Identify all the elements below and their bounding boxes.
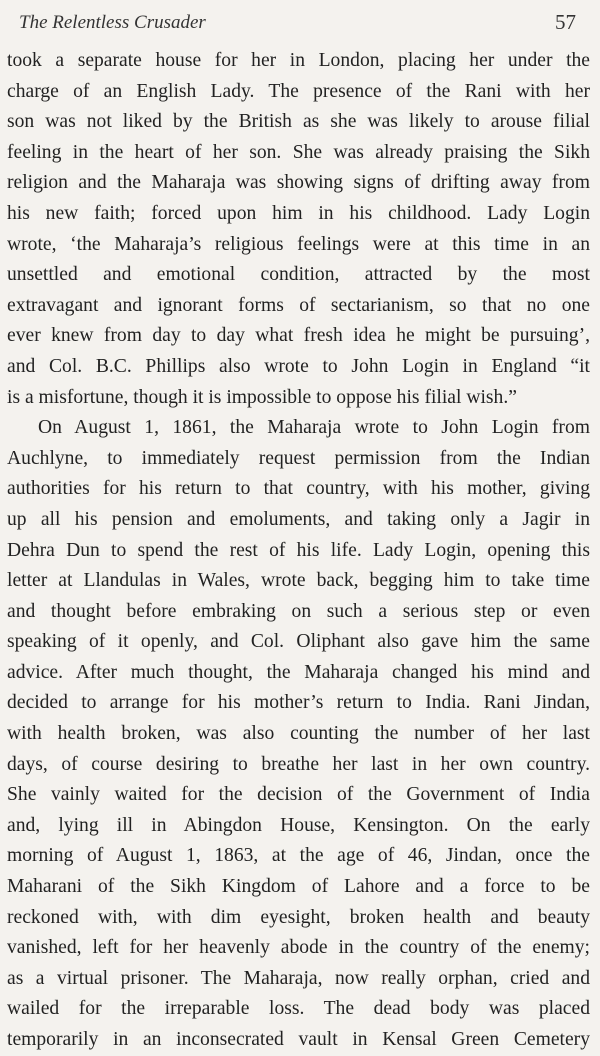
text-line: morning of August 1, 1863, at the age of 46, Jindan, once the	[7, 845, 590, 867]
text-line: reckoned with, with dim eyesight, broken health and beauty	[7, 906, 590, 928]
text-line: advice. After much thought, the Maharaja changed his mind and	[7, 661, 590, 683]
text-line: On August 1, 1861, the Maharaja wrote to John Login from	[38, 417, 590, 439]
paragraph-1	[7, 46, 590, 413]
text-line: temporarily in an inconsecrated vault in Kensal Green Cemetery	[7, 1029, 590, 1050]
text-line: speaking of it openly, and Col. Oliphant also gave him the same	[7, 631, 590, 653]
text-line: unsettled and emotional condition, attracted by the most	[7, 264, 590, 286]
text-line: feeling in the heart of her son. She was already praising the Sikh	[7, 141, 590, 163]
page-header	[7, 0, 590, 46]
text-line: wailed for the irreparable loss. The dead body was placed	[7, 998, 590, 1020]
text-line: with health broken, was also counting the number of her last	[7, 723, 590, 745]
text-line: Dehra Dun to spend the rest of his life. Lady Login, opening this	[7, 539, 590, 561]
text-line: is a misfortune, though it is impossible to oppose his filial wish.”	[7, 386, 517, 408]
text-line: religion and the Maharaja was showing signs of drifting away from	[7, 172, 590, 194]
text-line: Auchlyne, to immediately request permission from the Indian	[7, 447, 590, 469]
page-number: 57	[555, 10, 576, 34]
text-line: son was not liked by the British as she was likely to arouse filial	[7, 111, 590, 133]
text-line: vanished, left for her heavenly abode in the country of the enemy;	[7, 937, 590, 959]
text-line: and thought before embraking on such a serious step or even	[7, 600, 590, 622]
text-line: extravagant and ignorant forms of sectarianism, so that no one	[7, 294, 590, 316]
paragraph-2	[7, 413, 590, 1055]
text-line: letter at Llandulas in Wales, wrote back, begging him to take time	[7, 570, 590, 592]
body-text	[7, 46, 590, 1056]
text-line: charge of an English Lady. The presence of the Rani with her	[7, 80, 590, 102]
text-line: his new faith; forced upon him in his childhood. Lady Login	[7, 202, 590, 224]
text-line: wrote, ‘the Maharaja’s religious feelings were at this time in an	[7, 233, 590, 255]
running-title: The Relentless Crusader	[19, 12, 206, 33]
text-line: days, of course desiring to breathe her last in her own country.	[7, 753, 590, 775]
text-line: decided to arrange for his mother’s return to India. Rani Jindan,	[7, 692, 590, 714]
text-line: She vainly waited for the decision of the Government of India	[7, 784, 590, 806]
text-line: ever knew from day to day what fresh idea he might be pursuing’,	[7, 325, 590, 347]
text-line: and, lying ill in Abingdon House, Kensington. On the early	[7, 814, 590, 836]
text-line: authorities for his return to that country, with his mother, giving	[7, 478, 590, 500]
text-line: Maharani of the Sikh Kingdom of Lahore and a force to be	[7, 876, 590, 898]
text-line: as a virtual prisoner. The Maharaja, now really orphan, cried and	[7, 967, 590, 989]
text-line: and Col. B.C. Phillips also wrote to John Login in England “it	[7, 355, 590, 377]
text-line: took a separate house for her in London, placing her under the	[7, 50, 590, 71]
text-line: up all his pension and emoluments, and taking only a Jagir in	[7, 508, 590, 530]
